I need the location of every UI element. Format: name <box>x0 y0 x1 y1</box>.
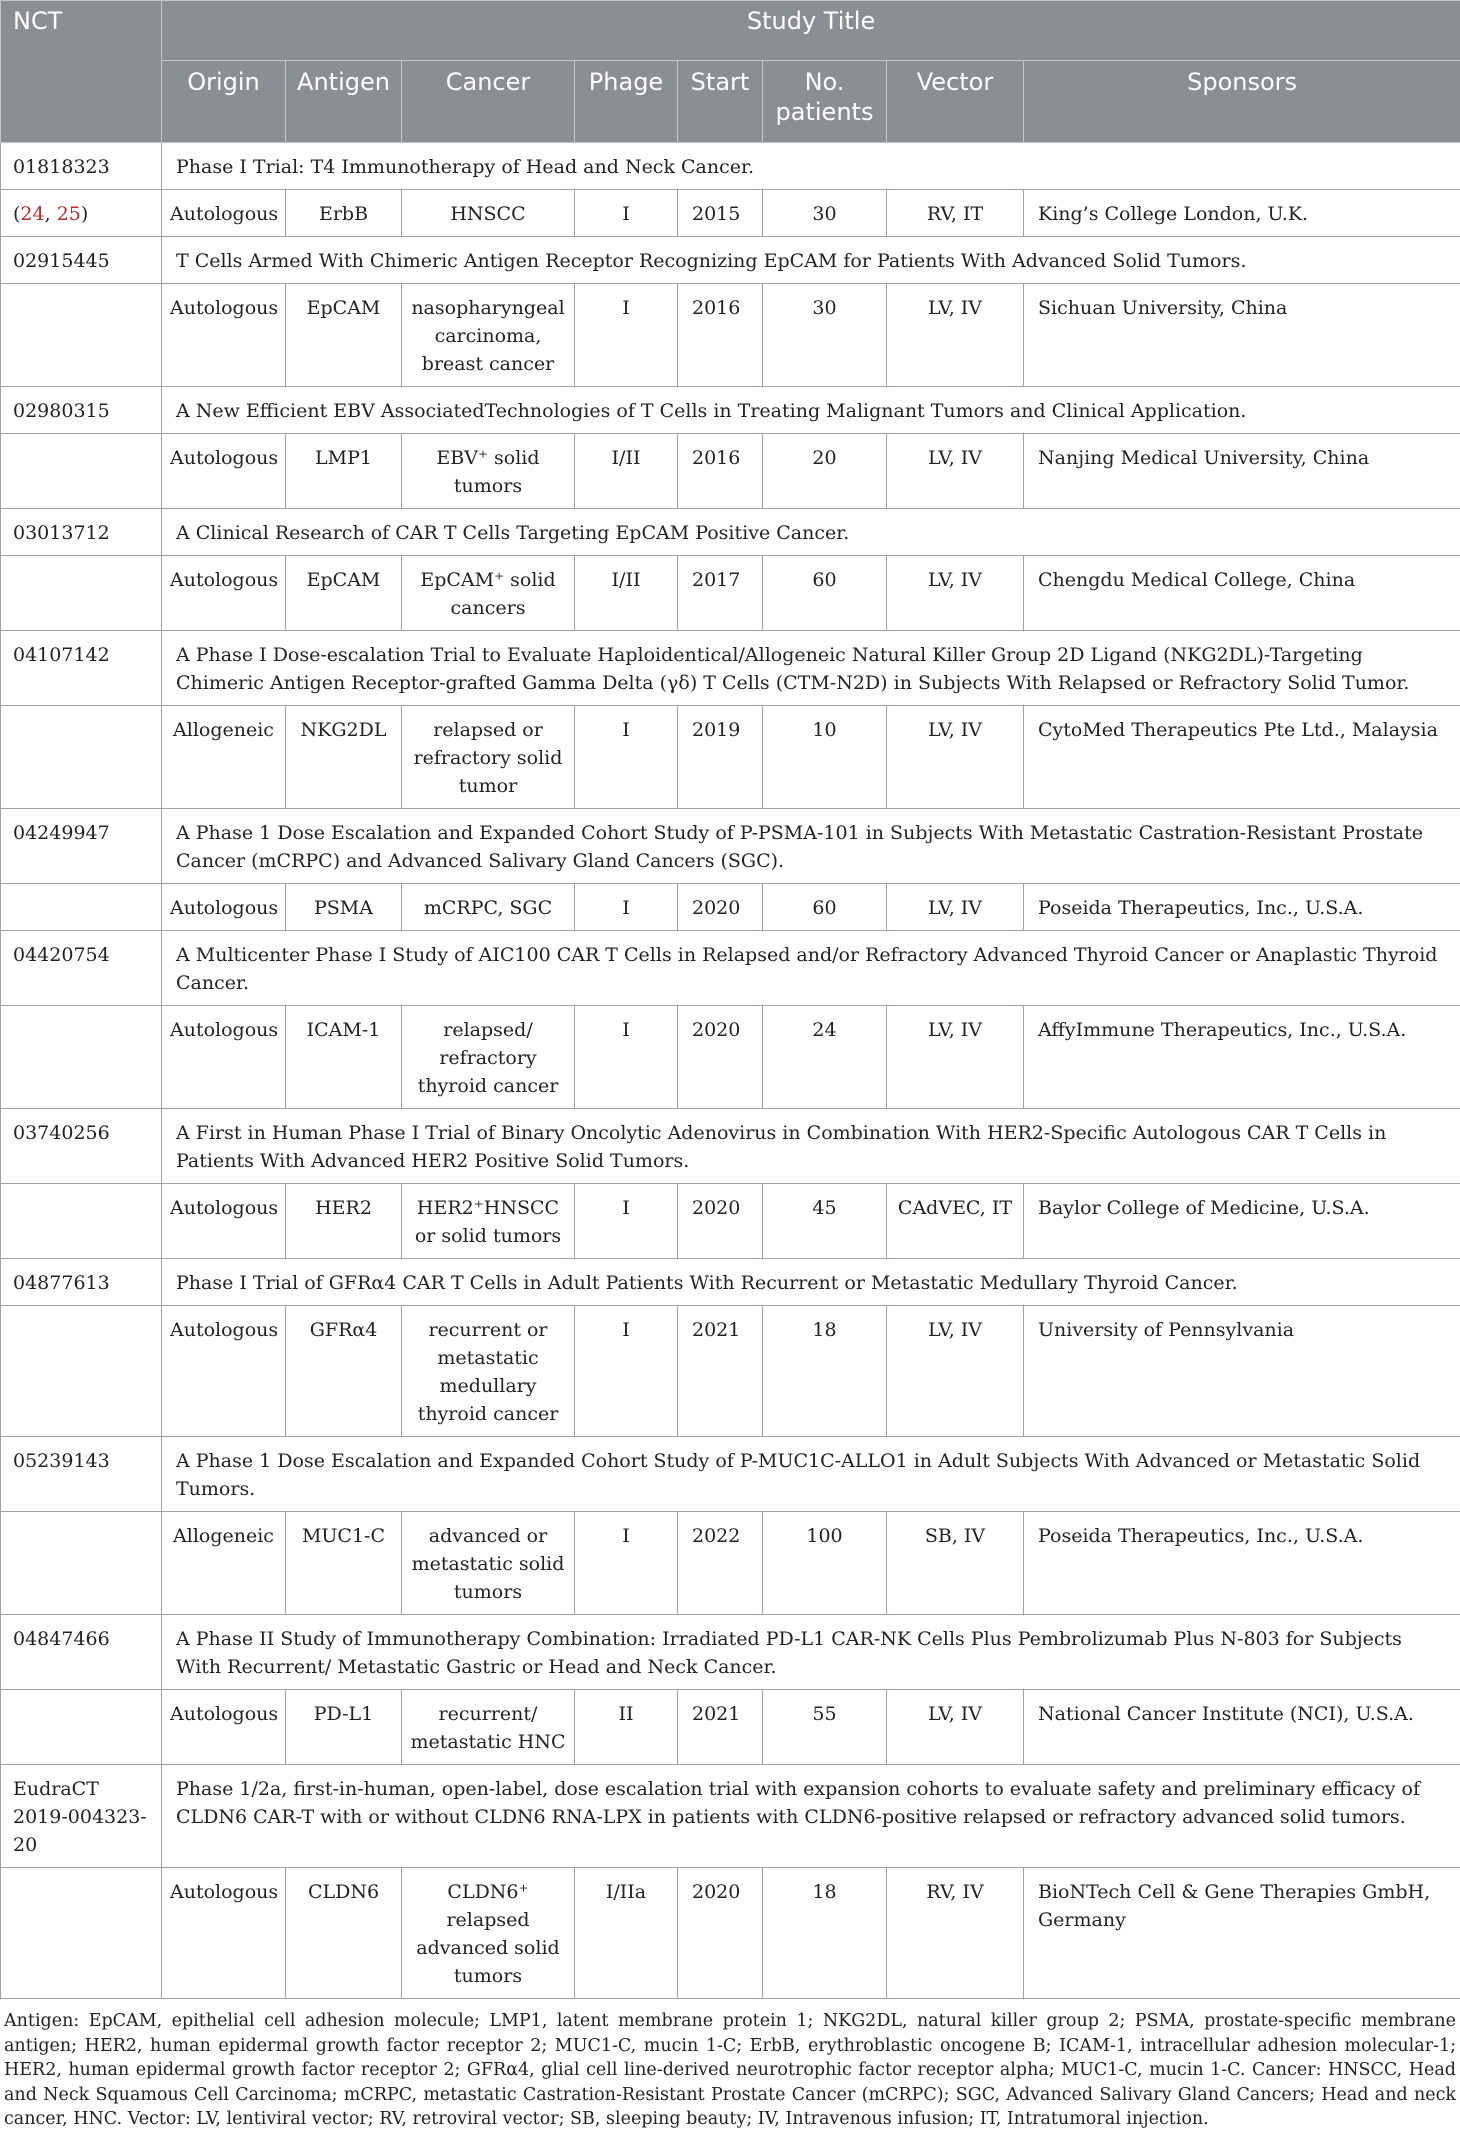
nct-id: 04420754 <box>1 931 162 1006</box>
nct-id: 02915445 <box>1 237 162 284</box>
reference-separator: , <box>45 203 57 225</box>
reference-cell <box>1 1306 162 1437</box>
study-detail-row <box>1 1512 1460 1615</box>
start-cell: 2022 <box>678 1512 763 1615</box>
origin-cell: Autologous <box>162 1184 286 1259</box>
cancer-cell: HNSCC <box>402 190 575 237</box>
vector-cell: LV, IV <box>887 1690 1024 1765</box>
phase-cell: I <box>575 1306 678 1437</box>
study-title: A Phase 1 Dose Escalation and Expanded Cohort Study of P-PSMA-101 in Subjects With Metastatic Castration-Resistant Prostate Cancer (mCRPC) and Advanced Salivary Gland Cancers (SGC). <box>162 809 1460 884</box>
study-title-row <box>1 809 1460 884</box>
origin-cell: Allogeneic <box>162 706 286 809</box>
phase-cell: I <box>575 1184 678 1259</box>
antigen-cell: LMP1 <box>286 434 402 509</box>
cancer-cell: relapsed/ refractory thyroid cancer <box>402 1006 575 1109</box>
antigen-cell: ErbB <box>286 190 402 237</box>
start-cell: 2020 <box>678 1006 763 1109</box>
study-title: Phase I Trial: T4 Immunotherapy of Head and Neck Cancer. <box>162 143 1460 190</box>
study-detail-row <box>1 1184 1460 1259</box>
reference-link[interactable]: 25 <box>57 203 81 225</box>
cancer-cell: EpCAM⁺ solid cancers <box>402 556 575 631</box>
patients-cell: 20 <box>763 434 887 509</box>
sponsor-cell: Sichuan University, China <box>1024 284 1460 387</box>
patients-cell: 30 <box>763 284 887 387</box>
header-start: Start <box>678 61 763 143</box>
header-antigen: Antigen <box>286 61 402 143</box>
cancer-cell: CLDN6⁺ relapsed advanced solid tumors <box>402 1868 575 1999</box>
cancer-cell: recurrent/ metastatic HNC <box>402 1690 575 1765</box>
vector-cell: LV, IV <box>887 706 1024 809</box>
study-title: A Phase II Study of Immunotherapy Combination: Irradiated PD-L1 CAR-NK Cells Plus Pembrolizumab Plus N-803 for Subjects With Recurrent/ Metastatic Gastric or Head and Neck Cancer. <box>162 1615 1460 1690</box>
table-header <box>1 1 1460 143</box>
vector-cell: LV, IV <box>887 556 1024 631</box>
study-title: Phase 1/2a, first-in-human, open-label, dose escalation trial with expansion cohorts to evaluate safety and preliminary efficacy of CLDN6 CAR-T with or without CLDN6 RNA-LPX in patients with CLDN6-positive relapsed or refractory advanced solid tumors. <box>162 1765 1460 1868</box>
start-cell: 2016 <box>678 434 763 509</box>
start-cell: 2020 <box>678 884 763 931</box>
phase-cell: I/II <box>575 434 678 509</box>
study-title: A Phase 1 Dose Escalation and Expanded Cohort Study of P-MUC1C-ALLO1 in Adult Subjects With Advanced or Metastatic Solid Tumors. <box>162 1437 1460 1512</box>
vector-cell: LV, IV <box>887 434 1024 509</box>
reference-cell <box>1 706 162 809</box>
header-sponsors: Sponsors <box>1024 61 1460 143</box>
study-title-row <box>1 1615 1460 1690</box>
antigen-cell: HER2 <box>286 1184 402 1259</box>
patients-cell: 60 <box>763 556 887 631</box>
start-cell: 2021 <box>678 1690 763 1765</box>
vector-cell: LV, IV <box>887 284 1024 387</box>
study-title-row <box>1 631 1460 706</box>
patients-cell: 10 <box>763 706 887 809</box>
vector-cell: SB, IV <box>887 1512 1024 1615</box>
origin-cell: Autologous <box>162 884 286 931</box>
sponsor-cell: Poseida Therapeutics, Inc., U.S.A. <box>1024 884 1460 931</box>
cancer-cell: mCRPC, SGC <box>402 884 575 931</box>
sponsor-cell: National Cancer Institute (NCI), U.S.A. <box>1024 1690 1460 1765</box>
nct-id: 02980315 <box>1 387 162 434</box>
phase-cell: I/II <box>575 556 678 631</box>
nct-id: EudraCT 2019-004323-20 <box>1 1765 162 1868</box>
table-body <box>1 143 1460 1999</box>
antigen-cell: EpCAM <box>286 284 402 387</box>
antigen-cell: ICAM-1 <box>286 1006 402 1109</box>
patients-cell: 18 <box>763 1868 887 1999</box>
phase-cell: I <box>575 190 678 237</box>
sponsor-cell: Baylor College of Medicine, U.S.A. <box>1024 1184 1460 1259</box>
study-detail-row <box>1 284 1460 387</box>
start-cell: 2017 <box>678 556 763 631</box>
study-title: A New Efficient EBV AssociatedTechnologies of T Cells in Treating Malignant Tumors and Clinical Application. <box>162 387 1460 434</box>
origin-cell: Autologous <box>162 556 286 631</box>
study-detail-row <box>1 1306 1460 1437</box>
reference-cell <box>1 434 162 509</box>
sponsor-cell: Chengdu Medical College, China <box>1024 556 1460 631</box>
study-title: A Multicenter Phase I Study of AIC100 CAR T Cells in Relapsed and/or Refractory Advanced Thyroid Cancer or Anaplastic Thyroid Cancer. <box>162 931 1460 1006</box>
patients-cell: 24 <box>763 1006 887 1109</box>
reference-cell: (24, 25) <box>1 190 162 237</box>
study-title-row <box>1 1765 1460 1868</box>
vector-cell: RV, IV <box>887 1868 1024 1999</box>
header-vector: Vector <box>887 61 1024 143</box>
reference-cell <box>1 1512 162 1615</box>
reference-cell <box>1 1868 162 1999</box>
antigen-cell: CLDN6 <box>286 1868 402 1999</box>
study-title: A First in Human Phase I Trial of Binary Oncolytic Adenovirus in Combination With HER2-Specific Autologous CAR T Cells in Patients With Advanced HER2 Positive Solid Tumors. <box>162 1109 1460 1184</box>
study-title: A Clinical Research of CAR T Cells Targeting EpCAM Positive Cancer. <box>162 509 1460 556</box>
study-detail-row <box>1 1868 1460 1999</box>
header-nct: NCT <box>1 1 162 143</box>
reference-cell <box>1 1690 162 1765</box>
study-title-row <box>1 143 1460 190</box>
antigen-cell: EpCAM <box>286 556 402 631</box>
study-detail-row <box>1 884 1460 931</box>
header-cancer: Cancer <box>402 61 575 143</box>
nct-id: 03740256 <box>1 1109 162 1184</box>
study-title: A Phase I Dose-escalation Trial to Evaluate Haploidentical/Allogeneic Natural Killer Group 2D Ligand (NKG2DL)-Targeting Chimeric Antigen Receptor-grafted Gamma Delta (γδ) T Cells (CTM-N2D) in Subjects With Relapsed or Refractory Solid Tumor. <box>162 631 1460 706</box>
study-detail-row <box>1 706 1460 809</box>
cancer-cell: relapsed or refractory solid tumor <box>402 706 575 809</box>
phase-cell: II <box>575 1690 678 1765</box>
sponsor-cell: Poseida Therapeutics, Inc., U.S.A. <box>1024 1512 1460 1615</box>
origin-cell: Autologous <box>162 1868 286 1999</box>
origin-cell: Allogeneic <box>162 1512 286 1615</box>
patients-cell: 100 <box>763 1512 887 1615</box>
study-detail-row <box>1 434 1460 509</box>
origin-cell: Autologous <box>162 1690 286 1765</box>
header-no-patients: No. patients <box>763 61 887 143</box>
nct-id: 05239143 <box>1 1437 162 1512</box>
patients-cell: 45 <box>763 1184 887 1259</box>
study-title-row <box>1 931 1460 1006</box>
sponsor-cell: Nanjing Medical University, China <box>1024 434 1460 509</box>
cancer-cell: advanced or metastatic solid tumors <box>402 1512 575 1615</box>
phase-cell: I <box>575 1512 678 1615</box>
reference-cell <box>1 1006 162 1109</box>
antigen-cell: GFRα4 <box>286 1306 402 1437</box>
start-cell: 2015 <box>678 190 763 237</box>
nct-id: 04107142 <box>1 631 162 706</box>
start-cell: 2020 <box>678 1868 763 1999</box>
phase-cell: I <box>575 706 678 809</box>
start-cell: 2021 <box>678 1306 763 1437</box>
vector-cell: CAdVEC, IT <box>887 1184 1024 1259</box>
origin-cell: Autologous <box>162 1306 286 1437</box>
phase-cell: I/IIa <box>575 1868 678 1999</box>
reference-cell <box>1 284 162 387</box>
sponsor-cell: CytoMed Therapeutics Pte Ltd., Malaysia <box>1024 706 1460 809</box>
study-title-row <box>1 509 1460 556</box>
antigen-cell: PSMA <box>286 884 402 931</box>
study-title-row <box>1 1259 1460 1306</box>
start-cell: 2020 <box>678 1184 763 1259</box>
sponsor-cell: BioNTech Cell & Gene Therapies GmbH, Germany <box>1024 1868 1460 1999</box>
origin-cell: Autologous <box>162 284 286 387</box>
cancer-cell: EBV⁺ solid tumors <box>402 434 575 509</box>
study-title-row <box>1 237 1460 284</box>
sponsor-cell: AffyImmune Therapeutics, Inc., U.S.A. <box>1024 1006 1460 1109</box>
patients-cell: 30 <box>763 190 887 237</box>
nct-id: 03013712 <box>1 509 162 556</box>
patients-cell: 60 <box>763 884 887 931</box>
nct-id: 01818323 <box>1 143 162 190</box>
study-detail-row <box>1 1006 1460 1109</box>
phase-cell: I <box>575 284 678 387</box>
study-detail-row <box>1 556 1460 631</box>
nct-id: 04877613 <box>1 1259 162 1306</box>
header-origin: Origin <box>162 61 286 143</box>
antigen-cell: NKG2DL <box>286 706 402 809</box>
study-title: Phase I Trial of GFRα4 CAR T Cells in Adult Patients With Recurrent or Metastatic Medullary Thyroid Cancer. <box>162 1259 1460 1306</box>
study-title-row <box>1 387 1460 434</box>
start-cell: 2019 <box>678 706 763 809</box>
patients-cell: 18 <box>763 1306 887 1437</box>
header-study-title: Study Title <box>162 1 1460 61</box>
study-title: T Cells Armed With Chimeric Antigen Receptor Recognizing EpCAM for Patients With Advanced Solid Tumors. <box>162 237 1460 284</box>
start-cell: 2016 <box>678 284 763 387</box>
cancer-cell: recurrent or metastatic medullary thyroid cancer <box>402 1306 575 1437</box>
origin-cell: Autologous <box>162 190 286 237</box>
study-detail-row <box>1 1690 1460 1765</box>
reference-cell <box>1 556 162 631</box>
antigen-cell: MUC1-C <box>286 1512 402 1615</box>
table-footnote: Antigen: EpCAM, epithelial cell adhesion molecule; LMP1, latent membrane protein 1; NKG2DL, natural killer group 2; PSMA, prostate-specific membrane antigen; HER2, human epidermal growth factor receptor 2; MUC1-C, mucin 1-C; ErbB, erythroblastic oncogene B; ICAM-1, intracellular adhesion molecular-1; HER2, human epidermal growth factor receptor 2; GFRα4, glial cell line-derived neurotrophic factor receptor alpha; MUC1-C, mucin 1-C. Cancer: HNSCC, Head and Neck Squamous Cell Carcinoma; mCRPC, metastatic Castration-Resistant Prostate Cancer (mCRPC); SGC, Advanced Salivary Gland Cancers; Head and neck cancer, HNC. Vector: LV, lentiviral vector; RV, retroviral vector; SB, sleeping beauty; IV, Intravenous infusion; IT, Intratumoral injection. <box>0 1999 1460 2132</box>
reference-cell <box>1 1184 162 1259</box>
cancer-cell: HER2⁺HNSCC or solid tumors <box>402 1184 575 1259</box>
origin-cell: Autologous <box>162 434 286 509</box>
study-title-row <box>1 1109 1460 1184</box>
nct-id: 04847466 <box>1 1615 162 1690</box>
antigen-cell: PD-L1 <box>286 1690 402 1765</box>
vector-cell: LV, IV <box>887 1306 1024 1437</box>
patients-cell: 55 <box>763 1690 887 1765</box>
vector-cell: RV, IT <box>887 190 1024 237</box>
study-detail-row <box>1 190 1460 237</box>
vector-cell: LV, IV <box>887 884 1024 931</box>
origin-cell: Autologous <box>162 1006 286 1109</box>
sponsor-cell: King’s College London, U.K. <box>1024 190 1460 237</box>
cancer-cell: nasopharyngeal carcinoma, breast cancer <box>402 284 575 387</box>
header-phage: Phage <box>575 61 678 143</box>
vector-cell: LV, IV <box>887 1006 1024 1109</box>
reference-link[interactable]: 24 <box>20 203 44 225</box>
sponsor-cell: University of Pennsylvania <box>1024 1306 1460 1437</box>
reference-cell <box>1 884 162 931</box>
phase-cell: I <box>575 884 678 931</box>
study-title-row <box>1 1437 1460 1512</box>
phase-cell: I <box>575 1006 678 1109</box>
nct-id: 04249947 <box>1 809 162 884</box>
